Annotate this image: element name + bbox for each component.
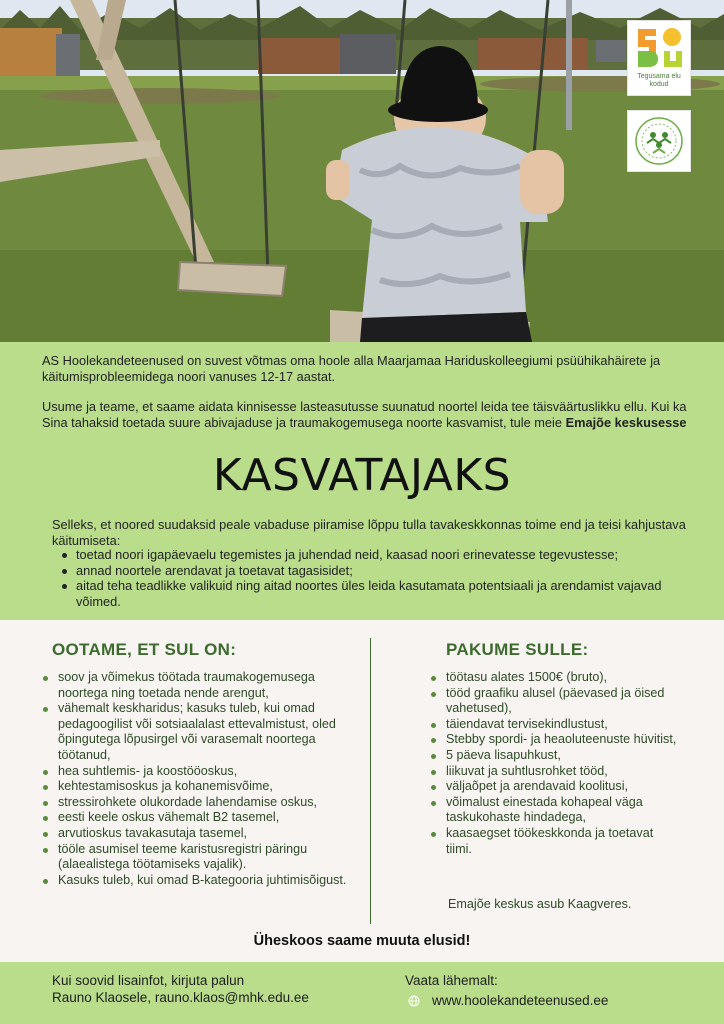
- contact-line-1: Kui soovid lisainfot, kirjuta palun: [52, 973, 245, 988]
- list-item: Kasuks tuleb, kui omad B-kategooria juhtimisõigust.: [42, 873, 362, 889]
- list-item: stressirohkete olukordade lahendamise oskus,: [42, 795, 362, 811]
- list-item: aitad teha teadlikke valikuid ning aitad noortes üles leida kasutamata potentsiaali ja arendamist vajavad võimed.: [60, 578, 700, 609]
- list-item: Stebby spordi- ja heaoluteenuste hüvitist,: [430, 732, 680, 748]
- list-item: väljaõpet ja arendavaid koolitusi,: [430, 779, 680, 795]
- more-info-label: Vaata lähemalt:: [405, 973, 498, 988]
- requirements-heading: OOTAME, ET SUL ON:: [52, 640, 237, 659]
- list-item: võimalust einestada kohapeal väga taskukohaste hindadega,: [430, 795, 680, 826]
- list-item: annad noortele arendavat ja toetavat tagasisidet;: [60, 563, 700, 579]
- offer-heading: PAKUME SULLE:: [446, 640, 589, 659]
- list-item: tööle asumisel teeme karistusregistri päringu (alaealistega töötamiseks vajalik).: [42, 842, 362, 873]
- sodu-logo-caption: Tegusama elu kodud: [637, 73, 681, 88]
- offer-list: [430, 670, 680, 857]
- intro-paragraph-3: Selleks, et noored suudaksid peale vabaduse piiramise lõppu tulla tavakeskkonnas toime end ja teisi kahjustava käitumiseta:: [52, 517, 686, 548]
- sodu-logo: [627, 20, 691, 96]
- slogan: Üheskoos saame muuta elusid!: [253, 933, 471, 949]
- list-item: vähemalt keskharidus; kasuks tuleb, kui omad pedagoogilist või sotsiaalalast ettevalmistust, oled õpingutega lõpusirgel või varasemalt noortega töötanud,: [42, 701, 362, 763]
- people-circle-icon: [633, 115, 685, 167]
- intro-paragraph-1: AS Hoolekandeteenused on suvest võtmas oma hoole alla Maarjamaa Hariduskolleegiumi psüühikahäirete ja käitumisprobleemidega noori vanuses 12-17 aastat.: [42, 353, 661, 384]
- list-item: täiendavat tervisekindlustust,: [430, 717, 680, 733]
- list-item: 5 päeva lisapuhkust,: [430, 748, 680, 764]
- community-seal-logo: [627, 110, 691, 172]
- list-item: eesti keele oskus vähemalt B2 tasemel,: [42, 810, 362, 826]
- column-divider: [370, 638, 371, 924]
- list-item: arvutioskus tavakasutaja tasemel,: [42, 826, 362, 842]
- requirements-list: [42, 670, 362, 888]
- list-item: kehtestamisoskus ja kohanemisvõime,: [42, 779, 362, 795]
- requirements-offer-section: [0, 620, 724, 962]
- duties-list: [60, 547, 700, 609]
- website-link[interactable]: www.hoolekandeteenused.ee: [432, 993, 609, 1008]
- list-item: liikuvat ja suhtlusrohket tööd,: [430, 764, 680, 780]
- location-note: Emajõe keskus asub Kaagveres.: [448, 897, 632, 911]
- list-item: soov ja võimekus töötada traumakogemusega noortega ning toetada nende arengut,: [42, 670, 362, 701]
- contact-line-2[interactable]: Rauno Klaosele, rauno.klaos@mhk.edu.ee: [52, 990, 309, 1005]
- hero-photo: [0, 0, 724, 342]
- intro-paragraph-2-text: Usume ja teame, et saame aidata kinnisesse lasteasutusse suunatud noortel leida tee täisväärtuslikku ellu. Kui ka Sina tahaksid toetada suure abivajaduse ja traumakogemusega noorte kasvamist, tule meie: [42, 399, 687, 430]
- list-item: toetad noori igapäevaelu tegemistes ja juhendad neid, kaasad noori erinevatesse tegevustesse;: [60, 547, 700, 563]
- list-item: töötasu alates 1500€ (bruto),: [430, 670, 680, 686]
- globe-icon: [408, 995, 420, 1007]
- contact-footer: [0, 962, 724, 1024]
- list-item: tööd graafiku alusel (päevased ja öised vahetused),: [430, 686, 680, 717]
- list-item: hea suhtlemis- ja koostööoskus,: [42, 764, 362, 780]
- job-title: KASVATAJAKS: [212, 450, 512, 501]
- intro-section: [0, 342, 724, 620]
- swing-scene-illustration: [0, 0, 724, 342]
- center-name: Emajõe keskusesse: [565, 414, 687, 430]
- intro-paragraph-2: [42, 399, 697, 430]
- sodu-logo-mark: [628, 21, 692, 71]
- list-item: kaasaegset töökeskkonda ja toetavat tiimi.: [430, 826, 680, 857]
